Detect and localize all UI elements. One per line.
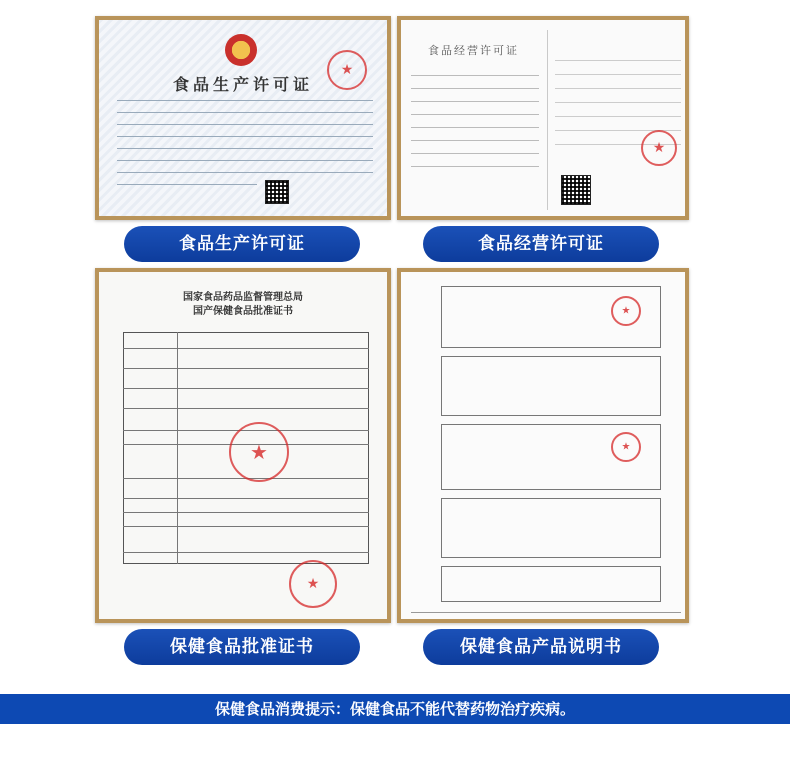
certificate-title: 国产保健食品批准证书 — [193, 306, 293, 317]
seal-stamp: ★ — [611, 432, 641, 462]
caption-food-business-license: 食品经营许可证 — [423, 226, 659, 262]
manual-block — [441, 498, 661, 558]
certificate-image — [401, 272, 685, 619]
certificate-product-manual — [397, 268, 689, 623]
caption-product-manual: 保健食品产品说明书 — [423, 629, 659, 665]
manual-block — [441, 356, 661, 416]
caption-food-production-license: 食品生产许可证 — [124, 226, 360, 262]
seal-stamp: ★ — [289, 560, 337, 608]
seal-stamp: ★ — [611, 296, 641, 326]
certificate-image — [401, 20, 685, 216]
seal-stamp: ★ — [229, 422, 289, 482]
certificate-image — [99, 272, 387, 619]
national-emblem-icon — [225, 34, 257, 66]
manual-block — [441, 566, 661, 602]
certificate-issuer: 国家食品药品监督管理总局 — [183, 292, 303, 303]
seal-stamp: ★ — [641, 130, 677, 166]
consumer-notice-banner: 保健食品消费提示：保健食品不能代替药物治疗疾病。 — [0, 694, 790, 724]
caption-health-food-approval: 保健食品批准证书 — [124, 629, 360, 665]
seal-stamp: ★ — [327, 50, 367, 90]
certificate-title: 食品生产许可证 — [172, 75, 313, 94]
certificate-health-food-approval — [95, 268, 391, 623]
certificate-title: 食品经营许可证 — [428, 44, 519, 57]
certificate-food-production-license — [95, 16, 391, 220]
qr-code — [561, 175, 591, 205]
certificate-food-business-license — [397, 16, 689, 220]
qr-code — [265, 180, 289, 204]
certificate-image — [99, 20, 387, 216]
